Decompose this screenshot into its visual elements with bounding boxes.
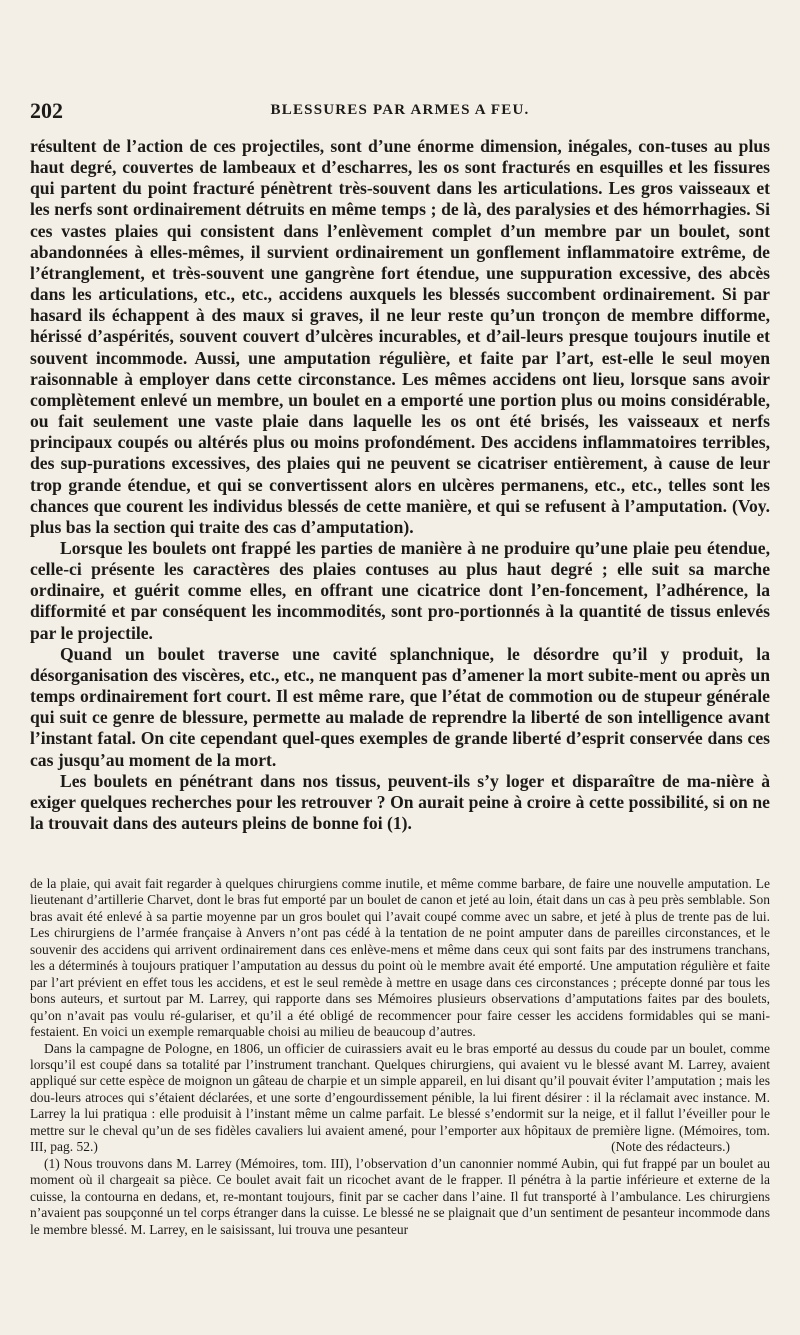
example-note [30,1041,770,1156]
example-note-text: Dans la campagne de Pologne, en 1806, un officier de cuirassiers avait eu le bras emporté au dessus du coude par un boulet, comme lorsqu’il est coupé dans sa totalité par l’instrument tranchant. Quelques chirurgiens, qui avaient vu le blessé avant M. Larrey, avaient appliqué sur cette espèce de moignon un gâteau de charpie et un simple appareil, en lui disant qu’il pouvait éviter l’amputation ; mais les dou-leurs atroces qui s’étaient déclarées, et une sorte d’engourdissement pénible, la lui firent désirer : il la réclamait avec instance. M. Larrey la lui pratiqua : elle produisit à l’instant même un calme parfait. Le blessé s’endormit sur la neige, et il fallut l’éveiller pour le mettre sur le cheval qu’un de ses fidèles cavaliers lui avaient amené, pour l’emporter aux hôpitaux de première ligne. (Mémoires, tom. III, pag. 52.) [30,1040,770,1155]
continued-note: de la plaie, qui avait fait regarder à quelques chirurgiens comme inutile, et même comme barbare, de faire une nouvelle amputation. Le lieutenant d’artillerie Charvet, dont le bras fut emporté par un boulet de canon et jeté au loin, était dans un cas à peu près semblable. Son bras avait été enlevé à sa partie moyenne par un gros boulet qui l’avait coupé comme avec un sabre, et jeté à plus de trente pas de lui. Les chirurgiens de l’armée française à Anvers n’ont pas cédé à la tentation de ne point amputer dans de pareilles circonstances, et le souvenir des accidens qui arrivent ordinairement dans ces enlève-mens et même dans ceux qui sont faits par des instrumens tranchans, les a déterminés à toujours pratiquer l’amputation au dessus du point où le membre avait été emporté. Une amputation régulière et faite par l’art prévient en effet tous les accidens, et est le seul remède à mettre en usage dans ces circonstances ; précepte donné par tous les bons auteurs, et surtout par M. Larrey, qui rapporte dans ses Mémoires plusieurs observations d’amputations faites par des boulets, qu’on n’avait pas voulu ré-gulariser, et qu’il a été obligé de recommencer pour faire cesser les accidens formidables qui se mani-festaient. En voici un exemple remarquable choisi au milieu de beaucoup d’autres. [30,876,770,1040]
body-paragraph: Quand un boulet traverse une cavité splanchnique, le désordre qu’il y produit, la désorganisation des viscères, etc., etc., ne manquent pas d’amener la mort subite-ment ou après un temps ordinairement fort court. Il est même rare, que l’état de commotion ou de stupeur générale qui suit ce genre de blessure, permette au malade de reprendre la liberté de son intelligence avant l’instant fatal. On cite cependant quel-ques exemples de grande liberté d’esprit conservée dans ces cas jusqu’au moment de la mort. [30,643,770,770]
main-text [30,136,770,834]
running-head [30,98,770,122]
footnote-1: (1) Nous trouvons dans M. Larrey (Mémoires, tom. III), l’observation d’un canonnier nommé Aubin, qui fut frappé par un boulet au moment où il chargeait sa pièce. Ce boulet avait fait un ricochet avant de le frapper. Il pénétra à la partie inférieure et externe de la cuisse, la contourna en dedans, et, re-montant toujours, finit par se cacher dans l’aine. Il fut transporté à l’ambulance. Les chirurgiens n’avaient pas soupçonné un tel corps étranger dans la cuisse. Le blessé ne se plaignait que d’un sentiment de pesanteur incommode dans le membre blessé. M. Larrey, en le saisissant, lui trouva une pesanteur [30,1155,770,1237]
body-paragraph: résultent de l’action de ces projectiles, sont d’une énorme dimension, inégales, con-tuses au plus haut degré, couvertes de lambeaux et d’escharres, les os sont fracturés en esquilles et les fissures qui partent du point fracturé pénètrent très-souvent dans les articulations. Les gros vaisseaux et les nerfs sont ordinairement détruits en même temps ; de là, des paralysies et des hémorrhagies. Si ces vastes plaies qui consistent dans l’enlèvement complet d’un membre par un boulet, sont abandonnées à elles-mêmes, il survient ordinairement un gonflement inflammatoire extrême, de l’étranglement, et très-souvent une gangrène fort étendue, une suppuration excessive, des abcès dans les articulations, etc., etc., accidens auxquels les blessés succombent ordinairement. Si par hasard ils échappent à des maux si graves, il ne leur reste qu’un tronçon de membre difforme, hérissé d’aspérités, souvent couvert d’ulcères incurables, et d’ail-leurs presque toujours inutile et souvent incommode. Aussi, une amputation régulière, et faite par l’art, est-elle le seul moyen raisonnable à employer dans cette circonstance. Les mêmes accidens ont lieu, lorsque sans avoir complètement enlevé un membre, un boulet en a emporté une portion plus ou moins considérable, ou fait seulement une vaste plaie dans laquelle les os ont été brisés, les vaisseaux et nerfs principaux coupés ou altérés plus ou moins profondément. Des accidens inflammatoires terribles, des sup-purations excessives, des plaies qui ne peuvent se cicatriser entièrement, à cause de leur trop grande étendue, et qui se convertissent alors en ulcères permanens, etc., etc., telles sont les chances que courent les individus blessés de cette manière, et qui se refusent à l’amputation. (Voy. plus bas la section qui traite des cas d’amputation). [30,136,770,537]
body-paragraph: Les boulets en pénétrant dans nos tissus, peuvent-ils s’y loger et disparaître de ma-nière à exiger quelques recherches pour les retrouver ? On aurait peine à croire à cette possibilité, si on ne la trouvait dans des auteurs pleins de bonne foi (1). [30,770,770,833]
page-number: 202 [30,98,63,123]
body-paragraph: Lorsque les boulets ont frappé les parties de manière à ne produire qu’une plaie peu étendue, celle-ci présente les caractères des plaies contuses au plus haut degré ; elle suit sa marche ordinaire, et guérit comme elles, en offrant une cicatrice dont l’en-foncement, l’adhérence, la difformité et par conséquent les incommodités, sont pro-portionnés à la quantité de tissus enlevés par le projectile. [30,537,770,643]
note-signature: (Note des rédacteurs.) [611,1139,730,1155]
footnotes [30,876,770,1238]
running-title: BLESSURES PAR ARMES A FEU. [270,102,530,118]
